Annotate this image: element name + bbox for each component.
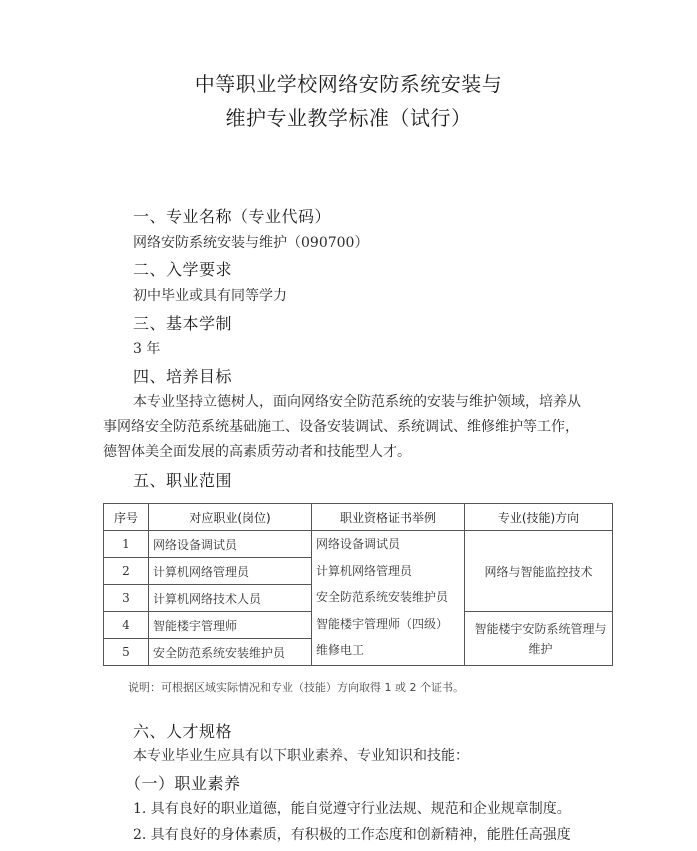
- document-title-line-1: 中等职业学校网络安防系统安装与: [194, 72, 503, 96]
- row-number: 1: [104, 531, 149, 558]
- certificate-item: 维修电工: [316, 643, 365, 658]
- row-number: 2: [104, 558, 149, 585]
- occupation-table: [103, 503, 613, 666]
- training-goal-line-2: 事网络安全防范系统基础施工、设备安装调试、系统调试、维修维护等工作，: [103, 419, 579, 435]
- table-header-row: [104, 504, 613, 531]
- section-heading-entry-requirements: 二、入学要求: [133, 260, 233, 279]
- section-heading-duration: 三、基本学制: [133, 314, 233, 333]
- table-note: 说明：可根据区域实际情况和专业（技能）方向取得 1 或 2 个证书。: [128, 681, 464, 694]
- header-occupation: 对应职业(岗位): [149, 504, 312, 531]
- header-seq: 序号: [104, 504, 149, 531]
- talent-spec-intro: 本专业毕业生应具有以下职业素养、专业知识和技能：: [133, 748, 469, 764]
- section-heading-major-name: 一、专业名称（专业代码）: [133, 207, 332, 226]
- row-number: 4: [104, 612, 149, 639]
- duration-text: 3 年: [133, 341, 161, 357]
- certificate-item: 安全防范系统安装维护员: [316, 590, 449, 605]
- section-heading-training-goal: 四、培养目标: [133, 367, 233, 386]
- certificate-list: [312, 531, 465, 666]
- entry-requirements-text: 初中毕业或具有同等学力: [133, 288, 287, 304]
- row-number: 3: [104, 585, 149, 612]
- certificate-item: 计算机网络管理员: [316, 563, 413, 578]
- direction-network-monitoring: 网络与智能监控技术: [465, 531, 613, 612]
- row-occupation: 网络设备调试员: [149, 531, 312, 558]
- header-certificate: 职业资格证书举例: [312, 504, 465, 531]
- major-name-text: 网络安防系统安装与维护（090700）: [133, 235, 369, 251]
- header-direction: 专业(技能)方向: [465, 504, 613, 531]
- quality-item-1: 1. 具有良好的职业道德，能自觉遵守行业法规、规范和企业规章制度。: [133, 801, 571, 817]
- section-heading-occupation-scope: 五、职业范围: [133, 471, 233, 490]
- table-row: [104, 531, 613, 558]
- row-occupation: 计算机网络技术人员: [149, 585, 312, 612]
- row-occupation: 安全防范系统安装维护员: [149, 639, 312, 666]
- direction-building-security: 智能楼宇安防系统管理与维护: [465, 612, 613, 666]
- training-goal-line-3: 德智体美全面发展的高素质劳动者和技能型人才。: [103, 444, 411, 460]
- row-occupation: 计算机网络管理员: [149, 558, 312, 585]
- section-heading-talent-spec: 六、人才规格: [133, 722, 233, 741]
- certificate-item: 智能楼宇管理师（四级）: [316, 616, 449, 631]
- quality-item-2: 2. 具有良好的身体素质，有积极的工作态度和创新精神，能胜任高强度: [133, 827, 571, 843]
- sub-heading-professional-quality: （一）职业素养: [125, 774, 241, 793]
- document-title-line-2: 维护专业教学标准（试行）: [225, 106, 472, 130]
- certificate-item: 网络设备调试员: [316, 537, 401, 551]
- row-number: 5: [104, 639, 149, 666]
- training-goal-line-1: 本专业坚持立德树人，面向网络安全防范系统的安装与维护领域，培养从: [133, 394, 581, 410]
- row-occupation: 智能楼宇管理师: [149, 612, 312, 639]
